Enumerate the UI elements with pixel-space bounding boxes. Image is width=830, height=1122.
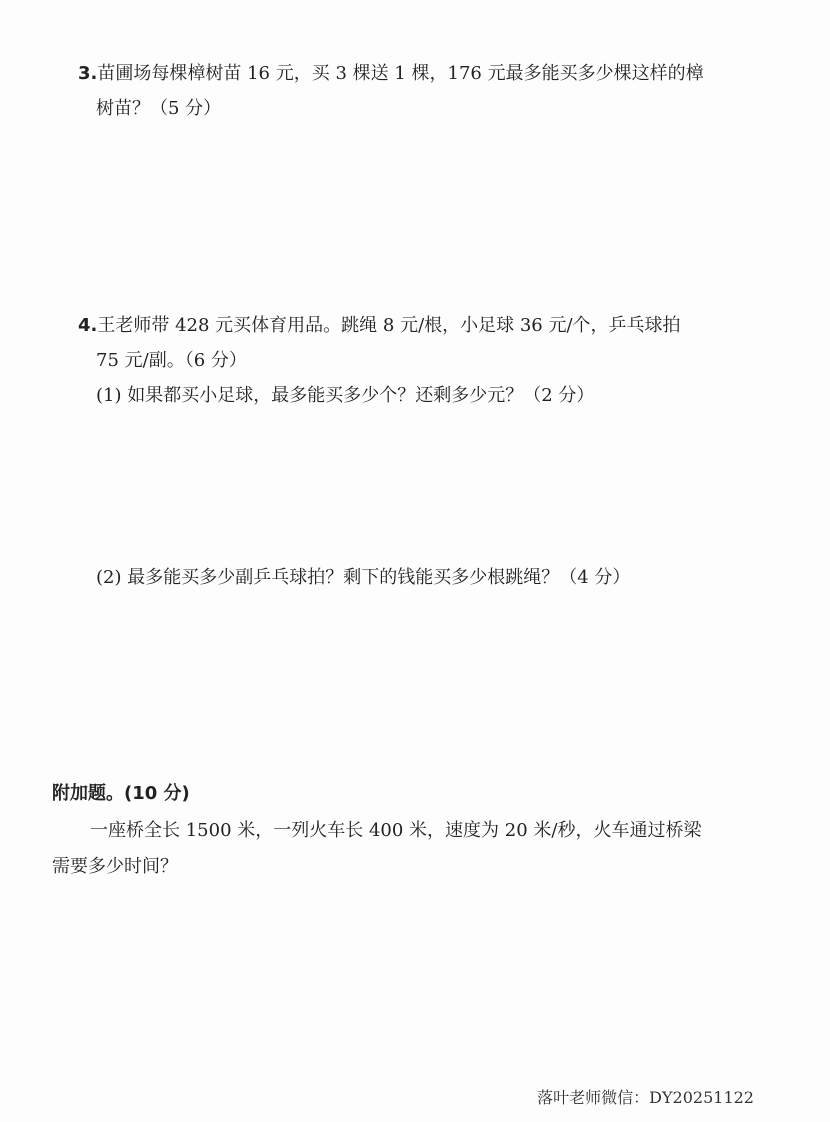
question-3-line-2: 树苗？（5 分）	[96, 98, 222, 119]
question-4-text-1: 王老师带 428 元买体育用品。跳绳 8 元/根，小足球 36 元/个，乒乓球拍	[97, 315, 681, 336]
bonus-title: 附加题。(10 分)	[52, 783, 190, 804]
bonus-line-2: 需要多少时间？	[52, 856, 178, 877]
question-3-line-1	[78, 62, 704, 86]
question-4-number: 4.	[78, 315, 98, 336]
footer-contact: 落叶老师微信：DY20251122	[537, 1088, 754, 1107]
question-4-line-2: 75 元/副。（6 分）	[96, 350, 247, 371]
question-4-sub-2: (2) 最多能买多少副乒乓球拍？剩下的钱能买多少根跳绳？（4 分）	[96, 567, 631, 588]
question-3-number: 3.	[78, 63, 98, 84]
question-4-line-1	[78, 314, 681, 338]
question-4-sub-1: (1) 如果都买小足球，最多能买多少个？还剩多少元？（2 分）	[96, 385, 595, 406]
bonus-line-1: 一座桥全长 1500 米，一列火车长 400 米，速度为 20 米/秒，火车通过桥梁	[90, 820, 702, 841]
question-3-text-1: 苗圃场每棵樟树苗 16 元，买 3 棵送 1 棵，176 元最多能买多少棵这样的樟	[97, 63, 704, 84]
